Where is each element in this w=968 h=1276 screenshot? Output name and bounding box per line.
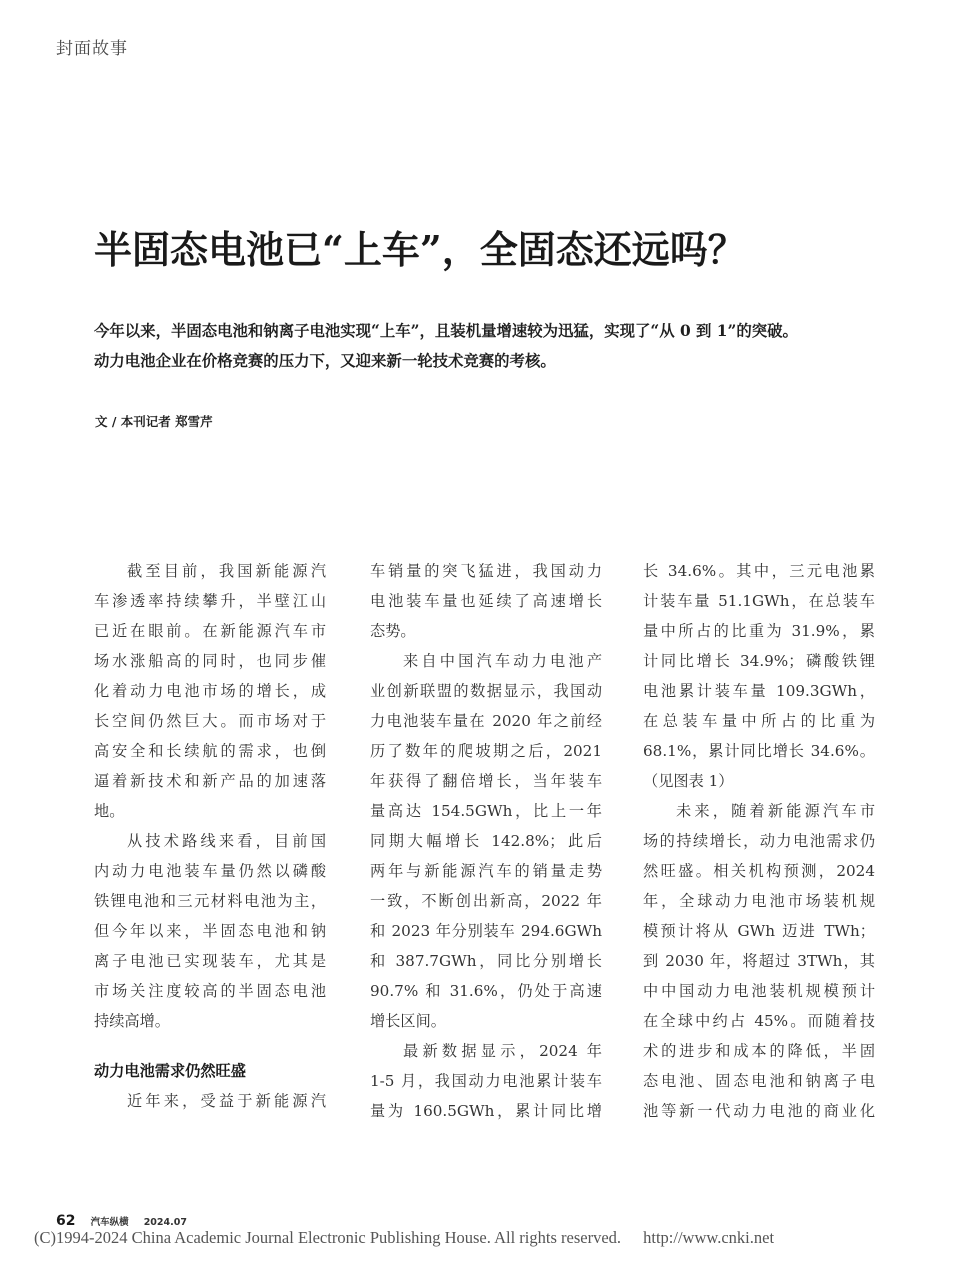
- article-title: 半固态电池已“上车”，全固态还远吗？: [94, 227, 746, 272]
- paragraph: [643, 796, 875, 1126]
- paragraph: [643, 556, 875, 796]
- text-line: 量为 160.5GWh，累计同比增: [370, 1102, 602, 1120]
- text-line: 在总装车量中所占的比重为: [643, 712, 875, 730]
- copyright-watermark: [34, 1228, 774, 1248]
- text-line: 年获得了翻倍增长，当年装车: [370, 772, 602, 790]
- magazine-name: 汽车纵横: [90, 1217, 129, 1228]
- text-line: 近年来，受益于新能源汽: [127, 1092, 326, 1110]
- body-column-1: [94, 556, 326, 1116]
- text-line: 电池装车量也延续了高速增长: [370, 592, 602, 610]
- text-line: 和 387.7GWh，同比分别增长: [370, 952, 602, 970]
- paragraph: [94, 826, 326, 1036]
- text-line: 到 2030 年，将超过 3TWh，其: [643, 952, 875, 970]
- watermark-url: http://www.cnki.net: [643, 1228, 775, 1247]
- text-line: 年，全球动力电池市场装机规: [643, 892, 875, 910]
- text-line: 中中国动力电池装机规模预计: [643, 982, 875, 1000]
- page-footer: [56, 1210, 187, 1229]
- text-line: 离子电池已实现装车，尤其是: [94, 952, 326, 970]
- text-line: 高安全和长续航的需求，也倒: [94, 742, 326, 760]
- text-line: 逼着新技术和新产品的加速落: [94, 772, 326, 790]
- text-line: 和 2023 年分别装车 294.6GWh: [370, 922, 602, 940]
- text-line: 电池累计装车量 109.3GWh，: [643, 682, 875, 700]
- text-line: 态电池、固态电池和钠离子电: [643, 1072, 875, 1090]
- article-lede: [94, 316, 894, 376]
- paragraph: [370, 556, 602, 646]
- text-line: 两年与新能源汽车的销量走势: [370, 862, 602, 880]
- text-line: 同期大幅增长 142.8%；此后: [370, 832, 602, 850]
- lede-line: 动力电池企业在价格竞赛的压力下，又迎来新一轮技术竞赛的考核。: [94, 352, 556, 370]
- paragraph: [370, 1036, 602, 1126]
- paragraph: [94, 556, 326, 826]
- text-line: 68.1%，累计同比增长 34.6%。: [643, 742, 875, 760]
- section-subheading: 动力电池需求仍然旺盛: [94, 1062, 246, 1080]
- copyright-text: (C)1994-2024 China Academic Journal Electronic Publishing House. All rights reserved.: [34, 1228, 622, 1247]
- text-line: 铁锂电池和三元材料电池为主，: [94, 892, 326, 910]
- text-line: 量高达 154.5GWh，比上一年: [370, 802, 602, 820]
- text-line: 长 34.6%。其中，三元电池累: [643, 562, 875, 580]
- paragraph: [94, 1086, 326, 1116]
- text-line: 场水涨船高的同时，也同步催: [94, 652, 326, 670]
- text-line: 未来，随着新能源汽车市: [676, 802, 875, 820]
- page-number: 62: [56, 1213, 76, 1229]
- body-column-2: [370, 556, 602, 1126]
- text-line: 增长区间。: [370, 1012, 446, 1030]
- text-line: 态势。: [370, 622, 416, 640]
- text-line: 长空间仍然巨大。而市场对于: [94, 712, 326, 730]
- section-tag: 封面故事: [56, 39, 128, 59]
- text-line: 历了数年的爬坡期之后，2021: [370, 742, 602, 760]
- text-line: 然旺盛。相关机构预测，2024: [643, 862, 875, 880]
- text-line: 1-5 月，我国动力电池累计装车: [370, 1072, 602, 1090]
- lede-line: 今年以来，半固态电池和钠离子电池实现“上车”，且装机量增速较为迅猛，实现了“从 0 到 1”的突破。: [94, 322, 798, 340]
- paragraph: [370, 646, 602, 1036]
- text-line: 车销量的突飞猛进，我国动力: [370, 562, 602, 580]
- text-line: 术的进步和成本的降低，半固: [643, 1042, 875, 1060]
- text-line: 市场关注度较高的半固态电池: [94, 982, 326, 1000]
- text-line: 场的持续增长，动力电池需求仍: [643, 832, 875, 850]
- text-line: 化着动力电池市场的增长，成: [94, 682, 326, 700]
- text-line: 90.7% 和 31.6%，仍处于高速: [370, 982, 602, 1000]
- byline: 文 / 本刊记者 郑雪芹: [95, 414, 213, 429]
- text-line: 计同比增长 34.9%；磷酸铁锂: [643, 652, 875, 670]
- text-line: 量中所占的比重为 31.9%，累: [643, 622, 875, 640]
- text-line: 池等新一代动力电池的商业化: [643, 1102, 875, 1120]
- text-line: 业创新联盟的数据显示，我国动: [370, 682, 602, 700]
- text-line: 已近在眼前。在新能源汽车市: [94, 622, 326, 640]
- text-line: 在全球中约占 45%。而随着技: [643, 1012, 875, 1030]
- text-line: 模预计将从 GWh 迈进 TWh；: [643, 922, 875, 940]
- text-line: 一致，不断创出新高，2022 年: [370, 892, 602, 910]
- text-line: 计装车量 51.1GWh，在总装车: [643, 592, 875, 610]
- text-line: 来自中国汽车动力电池产: [403, 652, 602, 670]
- text-line: （见图表 1）: [643, 772, 734, 790]
- text-line: 力电池装车量在 2020 年之前经: [370, 712, 602, 730]
- text-line: 车渗透率持续攀升，半壁江山: [94, 592, 326, 610]
- body-column-3: [643, 556, 875, 1126]
- text-line: 但今年以来，半固态电池和钠: [94, 922, 326, 940]
- text-line: 持续高增。: [94, 1012, 170, 1030]
- issue-date: 2024.07: [143, 1217, 187, 1228]
- text-line: 最新数据显示，2024 年: [403, 1042, 602, 1060]
- text-line: 地。: [94, 802, 125, 820]
- text-line: 从技术路线来看，目前国: [127, 832, 326, 850]
- text-line: 截至目前，我国新能源汽: [127, 562, 326, 580]
- text-line: 内动力电池装车量仍然以磷酸: [94, 862, 326, 880]
